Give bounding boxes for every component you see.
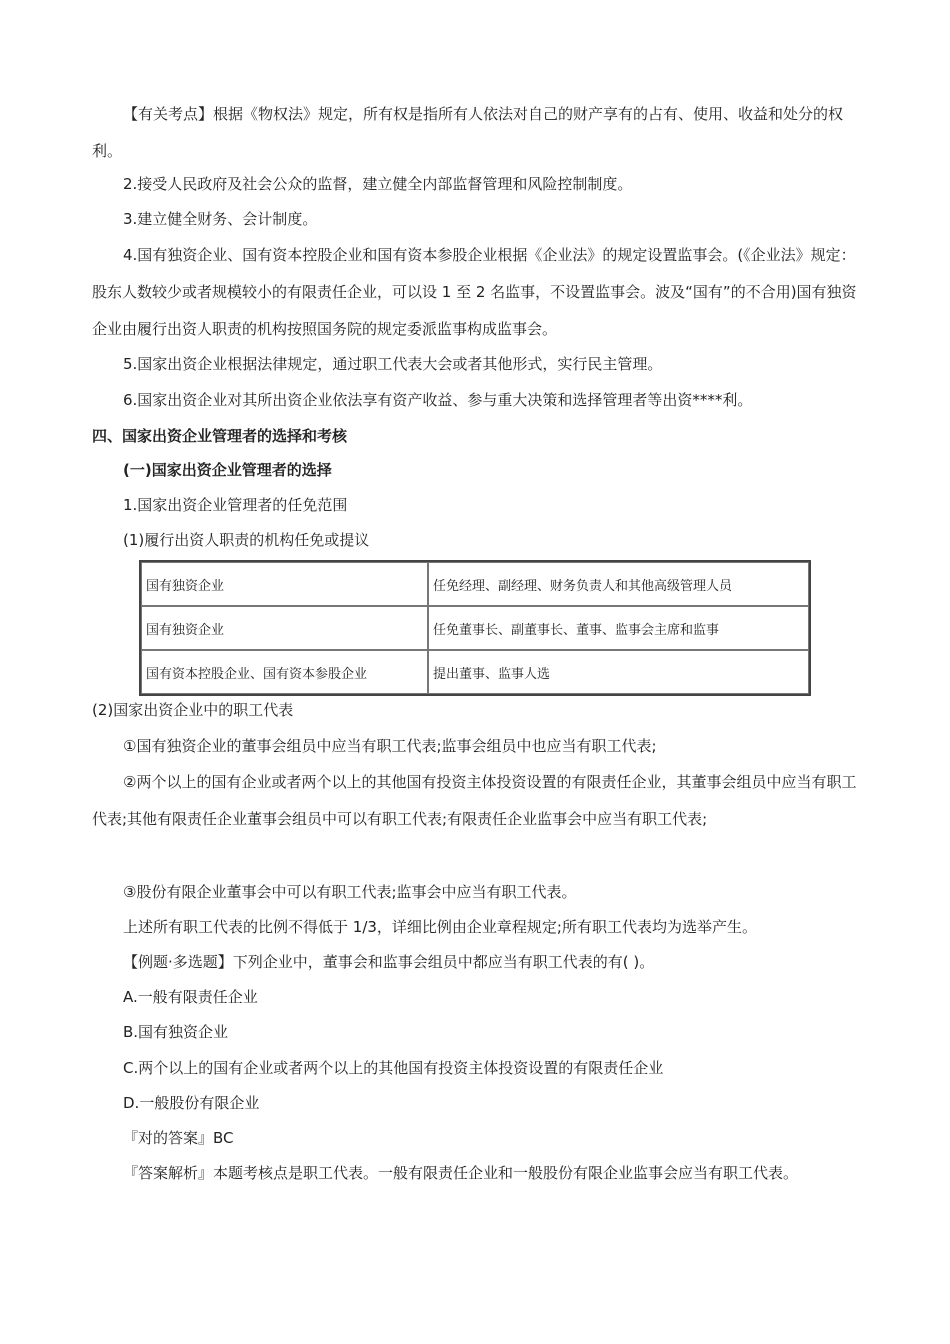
rule-2-paragraph: ②两个以上的国有企业或者两个以上的其他国有投资主体投资设置的有限责任企业，其董事会组员中应当有职工代表;其他有限责任企业董事会组员中可以有职工代表;有限责任企业监事会中应当有职工代表; — [92, 773, 857, 828]
item-6-paragraph: 6.国家出资企业对其所出资企业依法享有资产收益、参与重大决策和选择管理者等出资****利。 — [123, 391, 753, 409]
table-cell: 国有资本控股企业、国有资本参股企业 — [141, 650, 428, 694]
section-heading: 四、国家出资企业管理者的选择和考核 — [92, 427, 348, 445]
table-row — [141, 606, 809, 650]
option-c: C.两个以上的国有企业或者两个以上的其他国有投资主体投资设置的有限责任企业 — [123, 1059, 664, 1077]
item-3-paragraph: 3.建立健全财务、会计制度。 — [123, 210, 318, 228]
rule-3-paragraph: ③股份有限企业董事会中可以有职工代表;监事会中应当有职工代表。 — [123, 883, 577, 901]
appointment-table — [139, 560, 811, 696]
appointment-agency-heading: (1)履行出资人职责的机构任免或提议 — [123, 531, 370, 549]
ratio-paragraph: 上述所有职工代表的比例不得低于 1/3，详细比例由企业章程规定;所有职工代表均为选举产生。 — [123, 918, 757, 936]
key-point-paragraph: 【有关考点】根据《物权法》规定，所有权是指所有人依法对自己的财产享有的占有、使用、收益和处分的权利。 — [92, 105, 844, 160]
item-2-paragraph: 2.接受人民政府及社会公众的监督，建立健全内部监督管理和风险控制制度。 — [123, 175, 633, 193]
table-cell: 国有独资企业 — [141, 562, 428, 606]
subsection-heading: (一)国家出资企业管理者的选择 — [123, 461, 332, 479]
table-cell: 任免董事长、副董事长、董事、监事会主席和监事 — [428, 606, 809, 650]
option-b: B.国有独资企业 — [123, 1023, 229, 1041]
employee-representatives-heading: (2)国家出资企业中的职工代表 — [92, 701, 294, 719]
table-cell: 提出董事、监事人选 — [428, 650, 809, 694]
option-a: A.一般有限责任企业 — [123, 988, 258, 1006]
example-question: 【例题·多选题】下列企业中，董事会和监事会组员中都应当有职工代表的有( )。 — [123, 953, 655, 971]
answer-analysis: 『答案解析』本题考核点是职工代表。一般有限责任企业和一般股份有限企业监事会应当有职工代表。 — [123, 1164, 799, 1182]
table-cell: 国有独资企业 — [141, 606, 428, 650]
item-4-paragraph: 4.国有独资企业、国有资本控股企业和国有资本参股企业根据《企业法》的规定设置监事会。(《企业法》规定：股东人数较少或者规模较小的有限责任企业，可以设 1 至 2 名监事，不设置监事会。波及“国有”的不合用)国有独资企业由履行出资人职责的机构按照国务院的规定委派监事构成监事会。 — [92, 246, 857, 338]
table-row — [141, 562, 809, 606]
rule-1-paragraph: ①国有独资企业的董事会组员中应当有职工代表;监事会组员中也应当有职工代表; — [123, 737, 657, 755]
item-5-paragraph: 5.国家出资企业根据法律规定，通过职工代表大会或者其他形式，实行民主管理。 — [123, 355, 663, 373]
table-row — [141, 650, 809, 694]
option-d: D.一般股份有限企业 — [123, 1094, 260, 1112]
table-cell: 任免经理、副经理、财务负责人和其他高级管理人员 — [428, 562, 809, 606]
appointment-scope-heading: 1.国家出资企业管理者的任免范围 — [123, 496, 348, 514]
answer-text: 『对的答案』BC — [123, 1129, 234, 1147]
